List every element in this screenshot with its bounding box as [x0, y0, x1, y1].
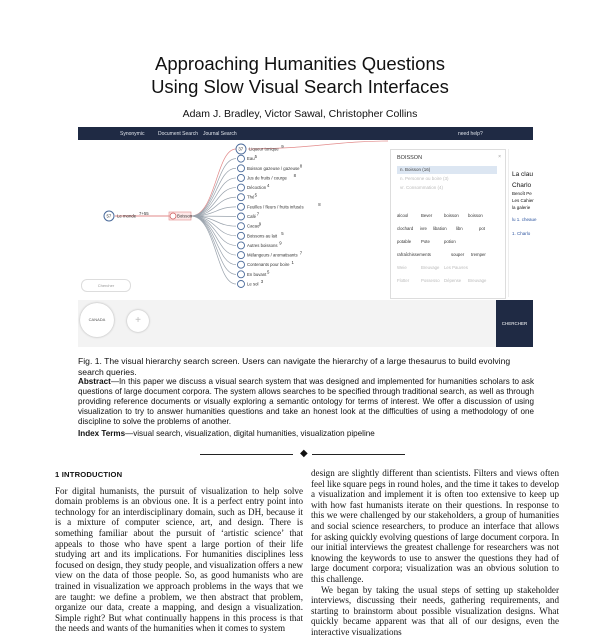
synonym-word[interactable]: clochard [397, 226, 414, 231]
child-node-label: Café [247, 214, 257, 219]
child-node-label: Boisson gazeuse / gazeuse [247, 165, 300, 171]
child-node-sup: 8 [318, 202, 321, 208]
child-node-sup: 5 [281, 230, 284, 236]
nav-document-search[interactable]: Document Search [158, 131, 199, 137]
synonym-word[interactable]: Flotter [397, 278, 410, 283]
synonym-word[interactable]: Breuvage [421, 265, 440, 270]
app-topbar [78, 127, 533, 140]
query-bar [78, 300, 533, 347]
child-node-label: Décoction [247, 185, 267, 191]
index-terms [78, 429, 534, 439]
edge-child [191, 178, 236, 216]
synonym-word[interactable]: libation [433, 226, 447, 231]
synonym-word[interactable]: Les Pauvres [444, 265, 468, 270]
child-node-sup: 5 [254, 192, 258, 198]
synonym-word[interactable]: alcool [397, 213, 409, 218]
intro-paragraph-3: We began by taking the usual steps of setting up stakeholder interviews, discussing their needs, gathering requirements, and starting to brainstorm about possible visualization designs. What quickly became apparent was that all of our designs, even the interactive visualizations [311, 584, 559, 637]
child-node-label: Thé [247, 194, 255, 200]
right-column [311, 468, 559, 638]
close-icon[interactable]: × [498, 154, 501, 160]
abstract-label: Abstract [78, 377, 111, 386]
child-node-sup: 9 [258, 221, 262, 227]
mid-node[interactable] [170, 213, 176, 219]
document-result-text: Les Cahier [512, 198, 534, 203]
figure-caption: Fig. 1. The visual hierarchy search screen. Users can navigate the hierarchy of a large thesaurus to build evolving search queries. [78, 356, 511, 377]
child-node-label: Le sol [247, 281, 259, 287]
synonym-word[interactable]: tremper [471, 252, 486, 257]
child-node[interactable] [238, 155, 245, 162]
child-node[interactable] [238, 203, 245, 210]
child-node-label: Eau [247, 156, 255, 162]
child-node[interactable] [238, 232, 245, 239]
child-node-sup: 3 [260, 279, 264, 285]
document-result-text: La clau [512, 171, 533, 178]
synonym-word[interactable]: ivre [420, 226, 427, 231]
section-heading: 1 INTRODUCTION [55, 470, 123, 479]
intro-paragraph-1: For digital humanists, the pursuit of visualization to help solve domain problems is an obvious one. It is a perfect entry point into technology for an interdisciplinary domain, such as DH, because it is a mixture of computer science, art, and design. There is something familiar about the pursuit of ‘artistic science’ that appeals to those who have spent a large portion of their life studying art and its implications. For humanities disciplines less focused on design, they study people, and visualization offers a new view on the data of those people. So, as good humanists who are trained in visualization we approach problems in the ways that we are taught: we define a problem, we then abstract that problem, organize our data, create a mapping, and design a visualization. Simple right? But what continually happens in this process is that the needs and wants of the humanities when it comes to system [55, 485, 303, 634]
mid-node-label: Boisson [177, 213, 193, 219]
query-chip-canada[interactable]: CANADA [80, 303, 114, 337]
child-node-label: Liqueur tonique [249, 146, 279, 152]
index-terms-label: Index Terms [78, 429, 126, 438]
app-name: Synonymic [120, 131, 145, 137]
title-line-1: Approaching Humanities Questions [155, 53, 445, 74]
meaning-row[interactable]: n. Personne ou boire (3) [400, 176, 449, 181]
child-node-label: Autres boissons [247, 242, 278, 248]
divider-left [200, 454, 293, 455]
child-node-label: Cacao [247, 223, 260, 229]
intro-paragraph-2: design are slightly different than scientists. Filters and views often feel like square pegs in round holes, and the time it takes to develop a visualization and implement it is often too extensive to keep up with how fast humanists iterate on their questions. In response to this we were challenged by our stakeholders, a group of humanities and social science researchers, to produce an interface that allows for asking quickly evolving questions of large document corpora. In our initial interviews the greatest challenge for researchers was not knowing the keywords to use to answer the questions they had of large document corpora; visualization was an obvious solution to this challenge. [311, 468, 559, 584]
child-node-label: Feuilles / fleurs / fruits infusés [247, 204, 304, 210]
search-input[interactable]: Chercher [81, 279, 131, 292]
index-terms-text: —visual search, visualization, digital humanities, visualization pipeline [125, 429, 375, 438]
child-node-sup: 8 [299, 163, 303, 169]
child-node[interactable] [238, 223, 245, 230]
synonym-word[interactable]: potable [397, 239, 412, 244]
child-node-sup: 4 [266, 182, 270, 188]
child-node[interactable] [238, 261, 245, 268]
child-node[interactable] [238, 281, 245, 288]
document-result-text: Charlo [512, 182, 532, 189]
word-panel [390, 149, 506, 299]
child-node-label: Boissons au lait [247, 233, 278, 239]
child-node-sup: 9 [279, 240, 282, 246]
paper-title [0, 52, 600, 98]
synonym-word[interactable]: Weie [397, 265, 407, 270]
child-node[interactable] [238, 184, 245, 191]
child-node-label: Mélangeurs / aromatisants [247, 252, 298, 258]
synonym-word[interactable]: Possesso [421, 278, 440, 283]
left-column [55, 470, 303, 634]
root-node-label: Le monde [117, 213, 137, 219]
child-node-count: 37 [238, 146, 244, 152]
child-node[interactable] [238, 271, 245, 278]
synonym-word[interactable]: Breuvage [468, 278, 487, 283]
child-node-sup: 5 [266, 269, 270, 275]
root-node-count: 57 [106, 213, 112, 219]
help-link[interactable]: need help? [458, 131, 483, 137]
document-result-text[interactable]: 1. Charlo [512, 231, 531, 236]
child-node-label: Jus de fruits / courge [247, 175, 287, 181]
abstract [78, 377, 534, 427]
panel-title: BOISSON [397, 155, 423, 161]
child-node-sup: 5 [254, 153, 258, 159]
child-node[interactable] [238, 165, 245, 172]
synonym-word[interactable]: Bever [421, 213, 433, 218]
root-node-sup: 7+55 [139, 211, 149, 216]
edge-child [191, 149, 236, 216]
document-result-text[interactable]: lu 1. cheaue [512, 217, 537, 222]
child-node-sup: 8 [293, 173, 296, 179]
document-sidepanel [508, 149, 537, 297]
child-node-sup: 7 [299, 250, 303, 256]
synonym-word[interactable]: pot [479, 226, 485, 231]
meaning-row[interactable]: n. Boisson (16) [397, 166, 497, 174]
synonym-word[interactable]: rafraîchissements [397, 252, 431, 257]
child-node-sup: 7 [256, 211, 260, 217]
title-line-2: Using Slow Visual Search Interfaces [151, 76, 449, 97]
child-node[interactable] [238, 242, 245, 249]
author-list: Adam J. Bradley, Victor Sawal, Christopher Collins [182, 108, 418, 120]
synonym-word[interactable]: Pote [421, 239, 430, 244]
meaning-row[interactable]: vr. Consommation (4) [400, 185, 444, 190]
abstract-text: —In this paper we discuss a visual search system that was designed and implemented for humanities scholars to ask questions of large document corpora. The system allows searches to be specified through traditional search, as well as through providing reference documents or visually exploring a semantic ontology for terms of interest. We offer a discussion of using visualization to try to answer humanities questions and take an honest look at the difficulties of using a methodology of one discipline to solve the problems of another. [78, 377, 534, 427]
document-result-text: la galerie [512, 205, 531, 210]
child-node-sup: 9 [281, 144, 284, 150]
synonym-word[interactable]: potion [444, 239, 456, 244]
figure-screenshot [78, 127, 537, 347]
child-node[interactable] [238, 174, 245, 181]
edge-child [191, 216, 236, 255]
document-result-text: Benoît Pe [512, 191, 532, 196]
synonym-word[interactable]: boisson [468, 213, 483, 218]
hierarchy-tree [78, 141, 388, 301]
child-node-label: En buvant [247, 271, 267, 277]
child-node-sup: 1 [291, 259, 294, 265]
child-node-label: Contenants pour boire [247, 262, 290, 268]
synonym-word[interactable]: Dépense [444, 278, 462, 283]
divider-ornament: ◆ [300, 448, 308, 459]
child-node[interactable] [238, 213, 245, 220]
synonym-word[interactable]: boisson [444, 213, 459, 218]
nav-journal-search[interactable]: Journal Search [203, 131, 237, 137]
search-submit-button[interactable]: CHERCHER [496, 300, 533, 347]
child-node[interactable] [238, 252, 245, 259]
synonym-word[interactable]: libn [456, 226, 463, 231]
synonym-word[interactable]: souper [451, 252, 465, 257]
edge-child [191, 216, 236, 284]
add-term-button[interactable]: + [127, 310, 149, 332]
divider-right [312, 454, 405, 455]
child-node[interactable] [238, 194, 245, 201]
